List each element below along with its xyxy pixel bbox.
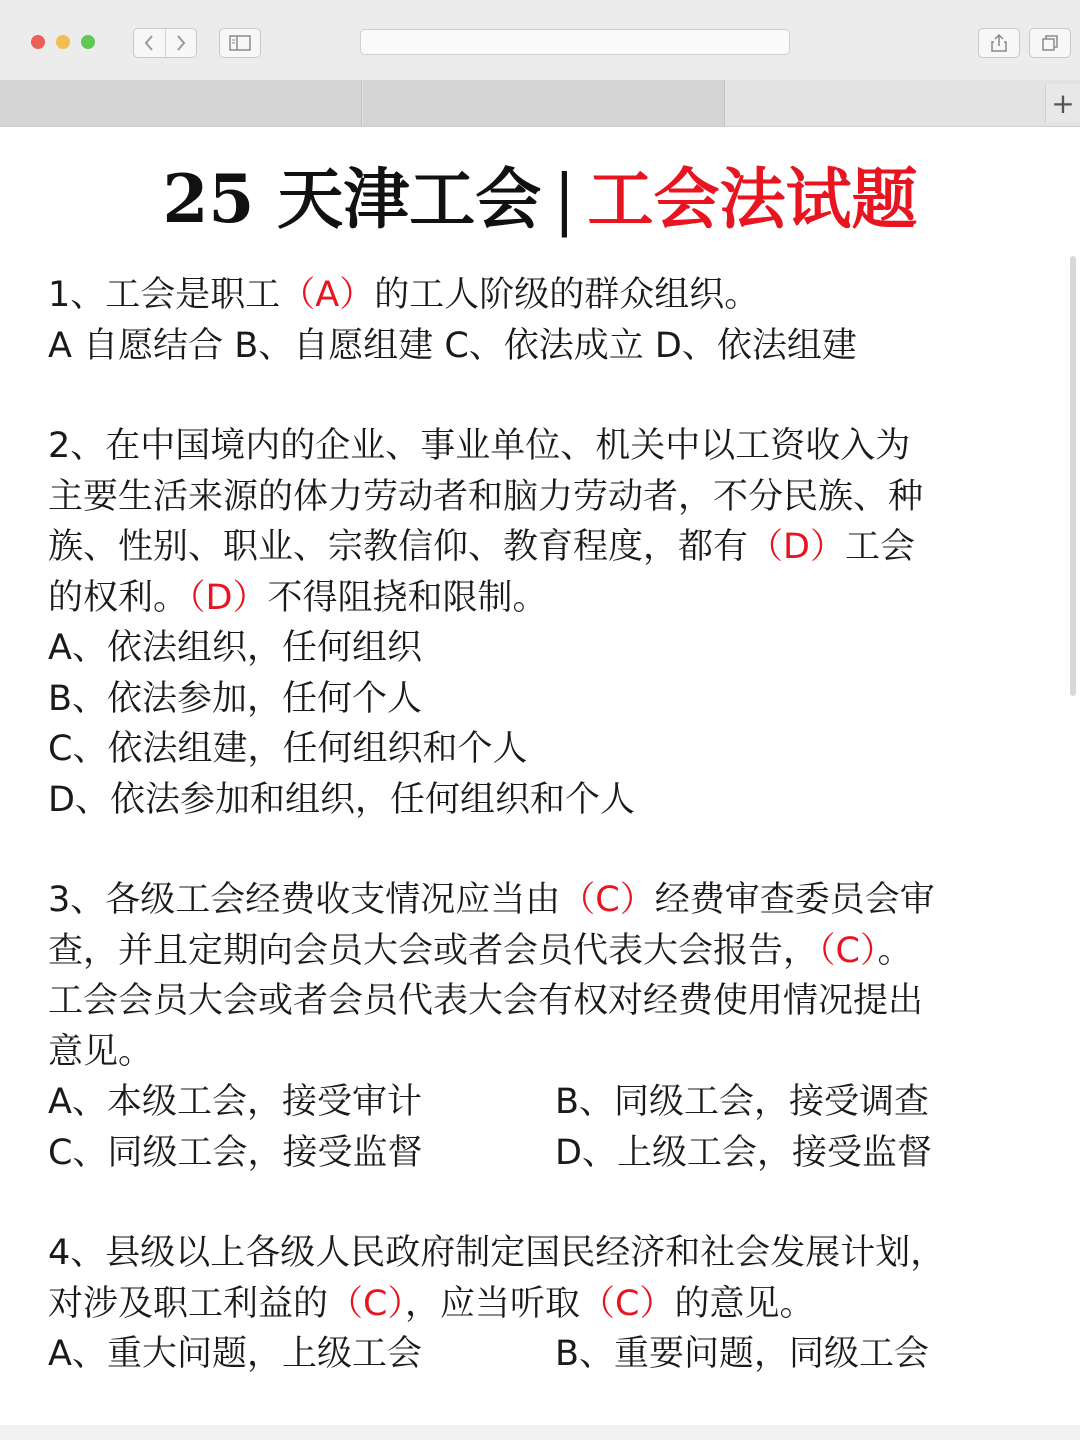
question-text: ，应当听取 <box>404 1283 580 1324</box>
navigation-buttons <box>133 28 197 58</box>
option-text: C、同级工会，接受监督 <box>48 1132 423 1173</box>
scrollbar[interactable] <box>1070 256 1076 696</box>
question-text: 族、性别、职业、宗教信仰、教育程度，都有 <box>48 527 749 567</box>
question-text: D、依法参加和组织，任何组织和个人 <box>48 779 635 820</box>
title-highlight: 工会法试题 <box>587 160 918 238</box>
plus-icon: + <box>1051 86 1075 120</box>
question-text: 不得阻挠和限制。 <box>267 577 548 618</box>
answer-mark: （C） <box>818 930 878 971</box>
question-line <box>48 976 1038 1027</box>
question-3 <box>48 875 1038 1178</box>
option-text: B、重要问题，同级工会 <box>555 1334 930 1374</box>
title-prefix: 25 天津工会 <box>162 160 542 238</box>
question-text: 查，并且定期向会员大会或者会员代表大会报告， <box>48 930 819 971</box>
share-button[interactable] <box>978 28 1020 58</box>
question-line <box>48 724 1038 775</box>
question-text: 工会 <box>844 527 915 567</box>
question-line <box>48 875 1038 926</box>
question-2 <box>48 421 1038 825</box>
option-text: D、上级工会，接受监督 <box>555 1132 932 1173</box>
back-button[interactable] <box>134 29 165 57</box>
question-text: 1、工会是职工 <box>48 275 281 315</box>
question-gap <box>48 1178 1038 1228</box>
question-text: 工会会员大会或者会员代表大会有权对经费使用情况提出 <box>48 981 924 1021</box>
question-line <box>48 623 1038 674</box>
question-text: C、依法组建，任何组织和个人 <box>48 729 528 769</box>
question-text: 。 <box>877 930 913 971</box>
question-text: 4、县级以上各级人民政府制定国民经济和社会发展计划， <box>48 1233 946 1273</box>
question-line <box>48 1279 1038 1330</box>
option-text: A、本级工会，接受审计 <box>48 1082 422 1122</box>
question-text: 3、各级工会经费收支情况应当由 <box>48 880 561 920</box>
page-title <box>0 158 1080 241</box>
answer-mark: （D） <box>188 577 268 618</box>
question-line <box>48 321 1038 372</box>
window-titlebar <box>0 0 1080 81</box>
question-gap <box>48 371 1038 421</box>
question-text: B、依法参加，任何个人 <box>48 678 423 719</box>
share-icon <box>990 33 1008 53</box>
question-text: 的意见。 <box>674 1283 815 1324</box>
question-line <box>48 926 1038 977</box>
question-text: A 自愿结合 B、自愿组建 C、依法成立 D、依法组建 <box>48 325 857 366</box>
question-4 <box>48 1228 1038 1380</box>
question-line <box>48 1228 1038 1279</box>
question-text: A、依法组织，任何组织 <box>48 628 422 668</box>
tabs-overview-icon <box>1041 34 1059 52</box>
question-text: 意见。 <box>48 1031 154 1072</box>
question-text: 的工人阶级的群众组织。 <box>374 275 760 315</box>
tabs-overview-button[interactable] <box>1029 28 1071 58</box>
chevron-left-icon <box>143 34 155 52</box>
question-gap <box>48 825 1038 875</box>
answer-mark: （C） <box>560 880 655 920</box>
close-window-button[interactable] <box>31 35 45 49</box>
sidebar-icon <box>229 35 251 51</box>
question-text: 2、在中国境内的企业、事业单位、机关中以工资收入为 <box>48 426 911 466</box>
question-line <box>48 1027 1038 1078</box>
sidebar-toggle-button[interactable] <box>219 28 261 58</box>
title-separator: | <box>553 161 576 238</box>
option-text: B、同级工会，接受调查 <box>555 1082 930 1122</box>
question-text: 经费审查委员会审 <box>654 880 935 920</box>
new-tab-button[interactable] <box>1045 84 1080 122</box>
question-text: 主要生活来源的体力劳动者和脑力劳动者，不分民族、种 <box>48 476 924 517</box>
question-line <box>48 775 1038 826</box>
question-1 <box>48 270 1038 371</box>
options-row <box>48 1077 1038 1128</box>
question-line <box>48 270 1038 321</box>
address-bar[interactable] <box>360 29 790 55</box>
option-text: A、重大问题，上级工会 <box>48 1334 422 1374</box>
question-line <box>48 573 1038 624</box>
answer-mark: （D） <box>748 527 845 567</box>
question-line <box>48 674 1038 725</box>
options-row <box>48 1128 1038 1179</box>
answer-mark: （A） <box>280 275 375 315</box>
question-list <box>48 270 1038 1380</box>
tab-bar <box>0 80 1080 127</box>
answer-mark: （C） <box>579 1283 675 1324</box>
zoom-window-button[interactable] <box>81 35 95 49</box>
question-line <box>48 522 1038 573</box>
tab-1[interactable] <box>0 80 362 126</box>
question-text: 对涉及职工利益的 <box>48 1283 329 1324</box>
options-row <box>48 1329 1038 1380</box>
question-line <box>48 472 1038 523</box>
tab-2[interactable] <box>363 80 725 126</box>
question-text: 的权利。 <box>48 577 189 618</box>
bottom-edge <box>0 1425 1080 1440</box>
question-line <box>48 421 1038 472</box>
minimize-window-button[interactable] <box>56 35 70 49</box>
chevron-right-icon <box>175 34 187 52</box>
answer-mark: （C） <box>328 1283 405 1324</box>
forward-button[interactable] <box>165 29 197 57</box>
